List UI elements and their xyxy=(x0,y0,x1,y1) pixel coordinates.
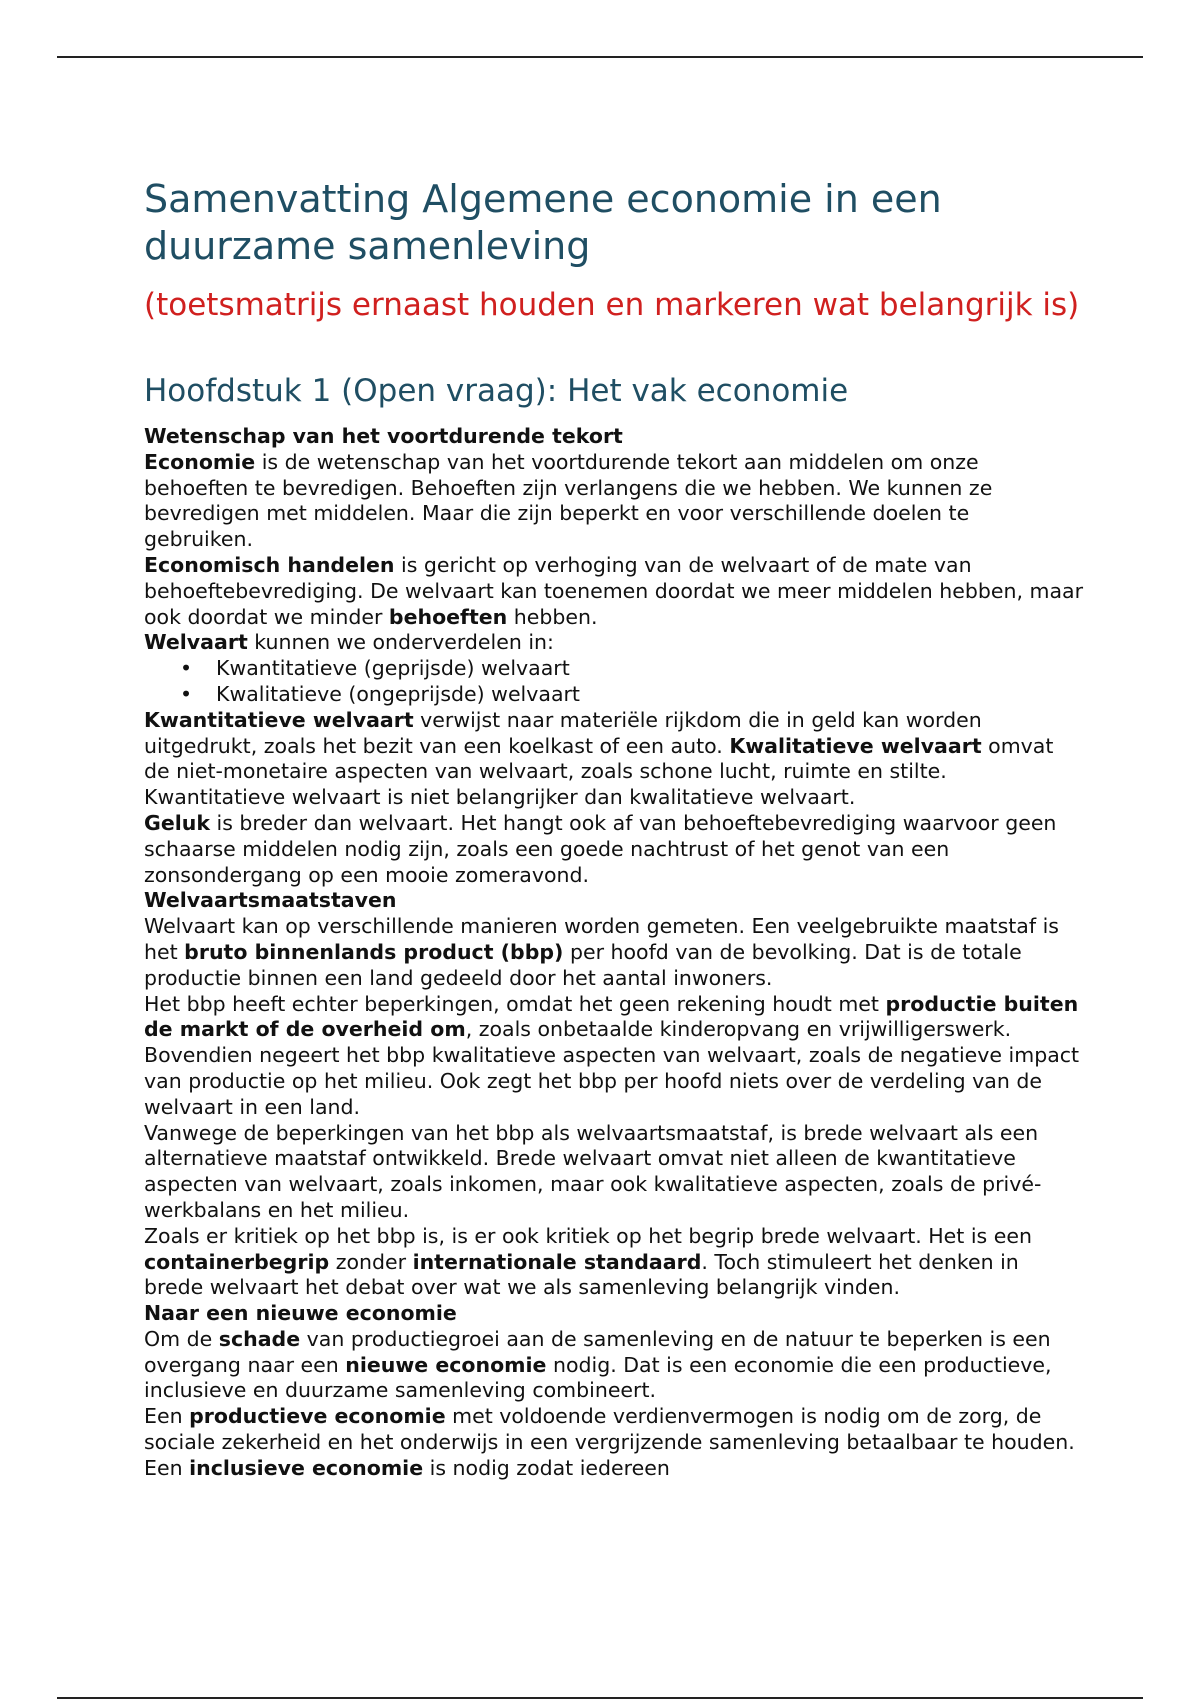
section-heading-tekort: Wetenschap van het voortdurende tekort xyxy=(144,424,623,448)
chapter-heading: Hoofdstuk 1 (Open vraag): Het vak economie xyxy=(144,373,849,409)
paragraph-text: omvat de niet-monetaire aspecten van welvaart, zoals schone lucht, ruimte en stilte. Kwantitatieve welvaart is niet belangrijker dan kwalitatieve welvaart. xyxy=(144,733,1054,810)
paragraph-text: Een xyxy=(144,1404,190,1429)
paragraph-text: per hoofd van de bevolking. Dat is de totale productie binnen een land gedeeld door het aantal inwoners. xyxy=(144,939,1022,990)
term-inclusieve-economie: inclusieve economie xyxy=(189,1455,424,1480)
paragraph-bbp-beperkingen xyxy=(144,992,1084,1121)
paragraph-text: verwijst naar materiële rijkdom die in geld kan worden uitgedrukt, zoals het bezit van een koelkast of een auto. xyxy=(144,707,982,758)
paragraph-text: . Toch stimuleert het denken in brede welvaart het debat over wat we als samenleving belangrijk vinden. xyxy=(144,1249,1019,1300)
paragraph-text: Vanwege de beperkingen van het bbp als welvaartsmaatstaf, is brede welvaart als een alternatieve maatstaf ontwikkeld. Brede welvaart omvat niet alleen de kwantitatieve aspecten van welvaart, zoals inkomen, maar ook kwalitatieve aspecten, zoals de privé-werkbalans en het milieu. xyxy=(144,1120,1042,1222)
top-rule xyxy=(57,56,1143,58)
section-heading-nieuwe-economie: Naar een nieuwe economie xyxy=(144,1301,457,1326)
paragraph-text: met voldoende verdienvermogen is nodig om de zorg, de sociale zekerheid en het onderwijs in een vergrijzende samenleving betaalbaar te houden. Een xyxy=(144,1404,1075,1480)
term-geluk: Geluk xyxy=(144,810,210,835)
paragraph-text: kunnen we onderverdelen in: xyxy=(247,630,554,655)
paragraph-text: is nodig zodat iedereen xyxy=(423,1455,670,1480)
paragraph-text: Het bbp heeft echter beperkingen, omdat het geen rekening houdt met xyxy=(144,991,886,1016)
list-item-text: Kwantitatieve (geprijsde) welvaart xyxy=(216,656,570,681)
paragraph-kritiek xyxy=(144,1224,1084,1301)
term-bbp: bruto binnenlands product (bbp) xyxy=(184,939,564,964)
paragraph-text: , zoals onbetaalde kinderopvang en vrijwilligerswerk. Bovendien negeert het bbp kwalitatieve aspecten van welvaart, zoals de negatieve impact van productie op het milieu. Ook zegt het bbp per hoofd niets over de verdeling van de welvaart in een land. xyxy=(144,1017,1080,1119)
term-economie: Economie xyxy=(144,449,256,474)
paragraph-economisch-handelen xyxy=(144,553,1084,630)
list-item-text: Kwalitatieve (ongeprijsde) welvaart xyxy=(216,681,580,706)
paragraph-economie xyxy=(144,450,1084,553)
paragraph-text: nodig. Dat is een economie die een productieve, inclusieve en duurzame samenleving combineert. xyxy=(144,1352,1052,1403)
term-kwantitatieve-welvaart: Kwantitatieve welvaart xyxy=(144,707,414,732)
bottom-rule xyxy=(57,1697,1143,1699)
bullet-icon: • xyxy=(180,656,193,681)
term-behoeften: behoeften xyxy=(388,604,508,629)
term-containerbegrip: containerbegrip xyxy=(144,1249,330,1274)
paragraph-text: Welvaart kan op verschillende manieren worden gemeten. Een veelgebruikte maatstaf is het xyxy=(144,914,1059,964)
welvaart-list xyxy=(144,656,1084,708)
paragraph-text: zonder xyxy=(329,1249,413,1274)
term-welvaart: Welvaart xyxy=(144,630,248,655)
paragraph-text: hebben. xyxy=(507,604,598,629)
document-subtitle: (toetsmatrijs ernaast houden en markeren wat belangrijk is) xyxy=(144,287,1080,323)
paragraph-geluk xyxy=(144,811,1084,888)
paragraph-text: is breder dan welvaart. Het hangt ook af van behoeftebevrediging waarvoor geen schaarse middelen nodig zijn, zoals een goede nachtrust of het genot van een zonsondergang op een mooie zomeravond. xyxy=(144,810,1057,887)
bullet-icon: • xyxy=(180,681,193,706)
chapter-text xyxy=(144,424,1084,1482)
paragraph-brede-welvaart xyxy=(144,1121,1084,1224)
paragraph-text: is gericht op verhoging van de welvaart of de mate van behoeftebevrediging. De welvaart kan toenemen doordat we meer middelen hebben, maar ook doordat we minder xyxy=(144,552,1084,629)
paragraph-productieve-economie xyxy=(144,1404,1084,1481)
paragraph-text: Zoals er kritiek op het bbp is, is er ook kritiek op het begrip brede welvaart. Het is een xyxy=(144,1223,1032,1248)
document-title: Samenvatting Algemene economie in een duurzame samenleving xyxy=(144,177,942,268)
document-body xyxy=(144,176,1084,1482)
paragraph-bbp xyxy=(144,914,1084,991)
term-schade: schade xyxy=(218,1326,301,1351)
paragraph-text: van productiegroei aan de samenleving en de natuur te beperken is een overgang naar een xyxy=(144,1326,1051,1377)
term-nieuwe-economie: nieuwe economie xyxy=(345,1352,547,1377)
paragraph-schade xyxy=(144,1327,1084,1404)
list-item xyxy=(180,681,1084,708)
paragraph-text: Om de xyxy=(144,1326,219,1351)
paragraph-text: is de wetenschap van het voortdurende tekort aan middelen om onze behoeften te bevredigen. Behoeften zijn verlangens die we hebben. We kunnen ze bevredigen met middelen. Maar die zijn beperkt en voor verschillende doelen te gebruiken. xyxy=(144,449,993,552)
term-productie-buiten-markt: productie buiten de markt of de overheid om xyxy=(144,991,1079,1042)
list-item xyxy=(180,656,1084,682)
section-heading-welvaartsmaatstaven: Welvaartsmaatstaven xyxy=(144,888,397,913)
term-economisch-handelen: Economisch handelen xyxy=(144,552,395,577)
term-productieve-economie: productieve economie xyxy=(189,1404,446,1429)
paragraph-kwantitatieve-welvaart xyxy=(144,708,1084,811)
term-internationale-standaard: internationale standaard xyxy=(412,1249,702,1274)
term-kwalitatieve-welvaart: Kwalitatieve welvaart xyxy=(729,733,982,758)
paragraph-welvaart xyxy=(144,630,1084,656)
